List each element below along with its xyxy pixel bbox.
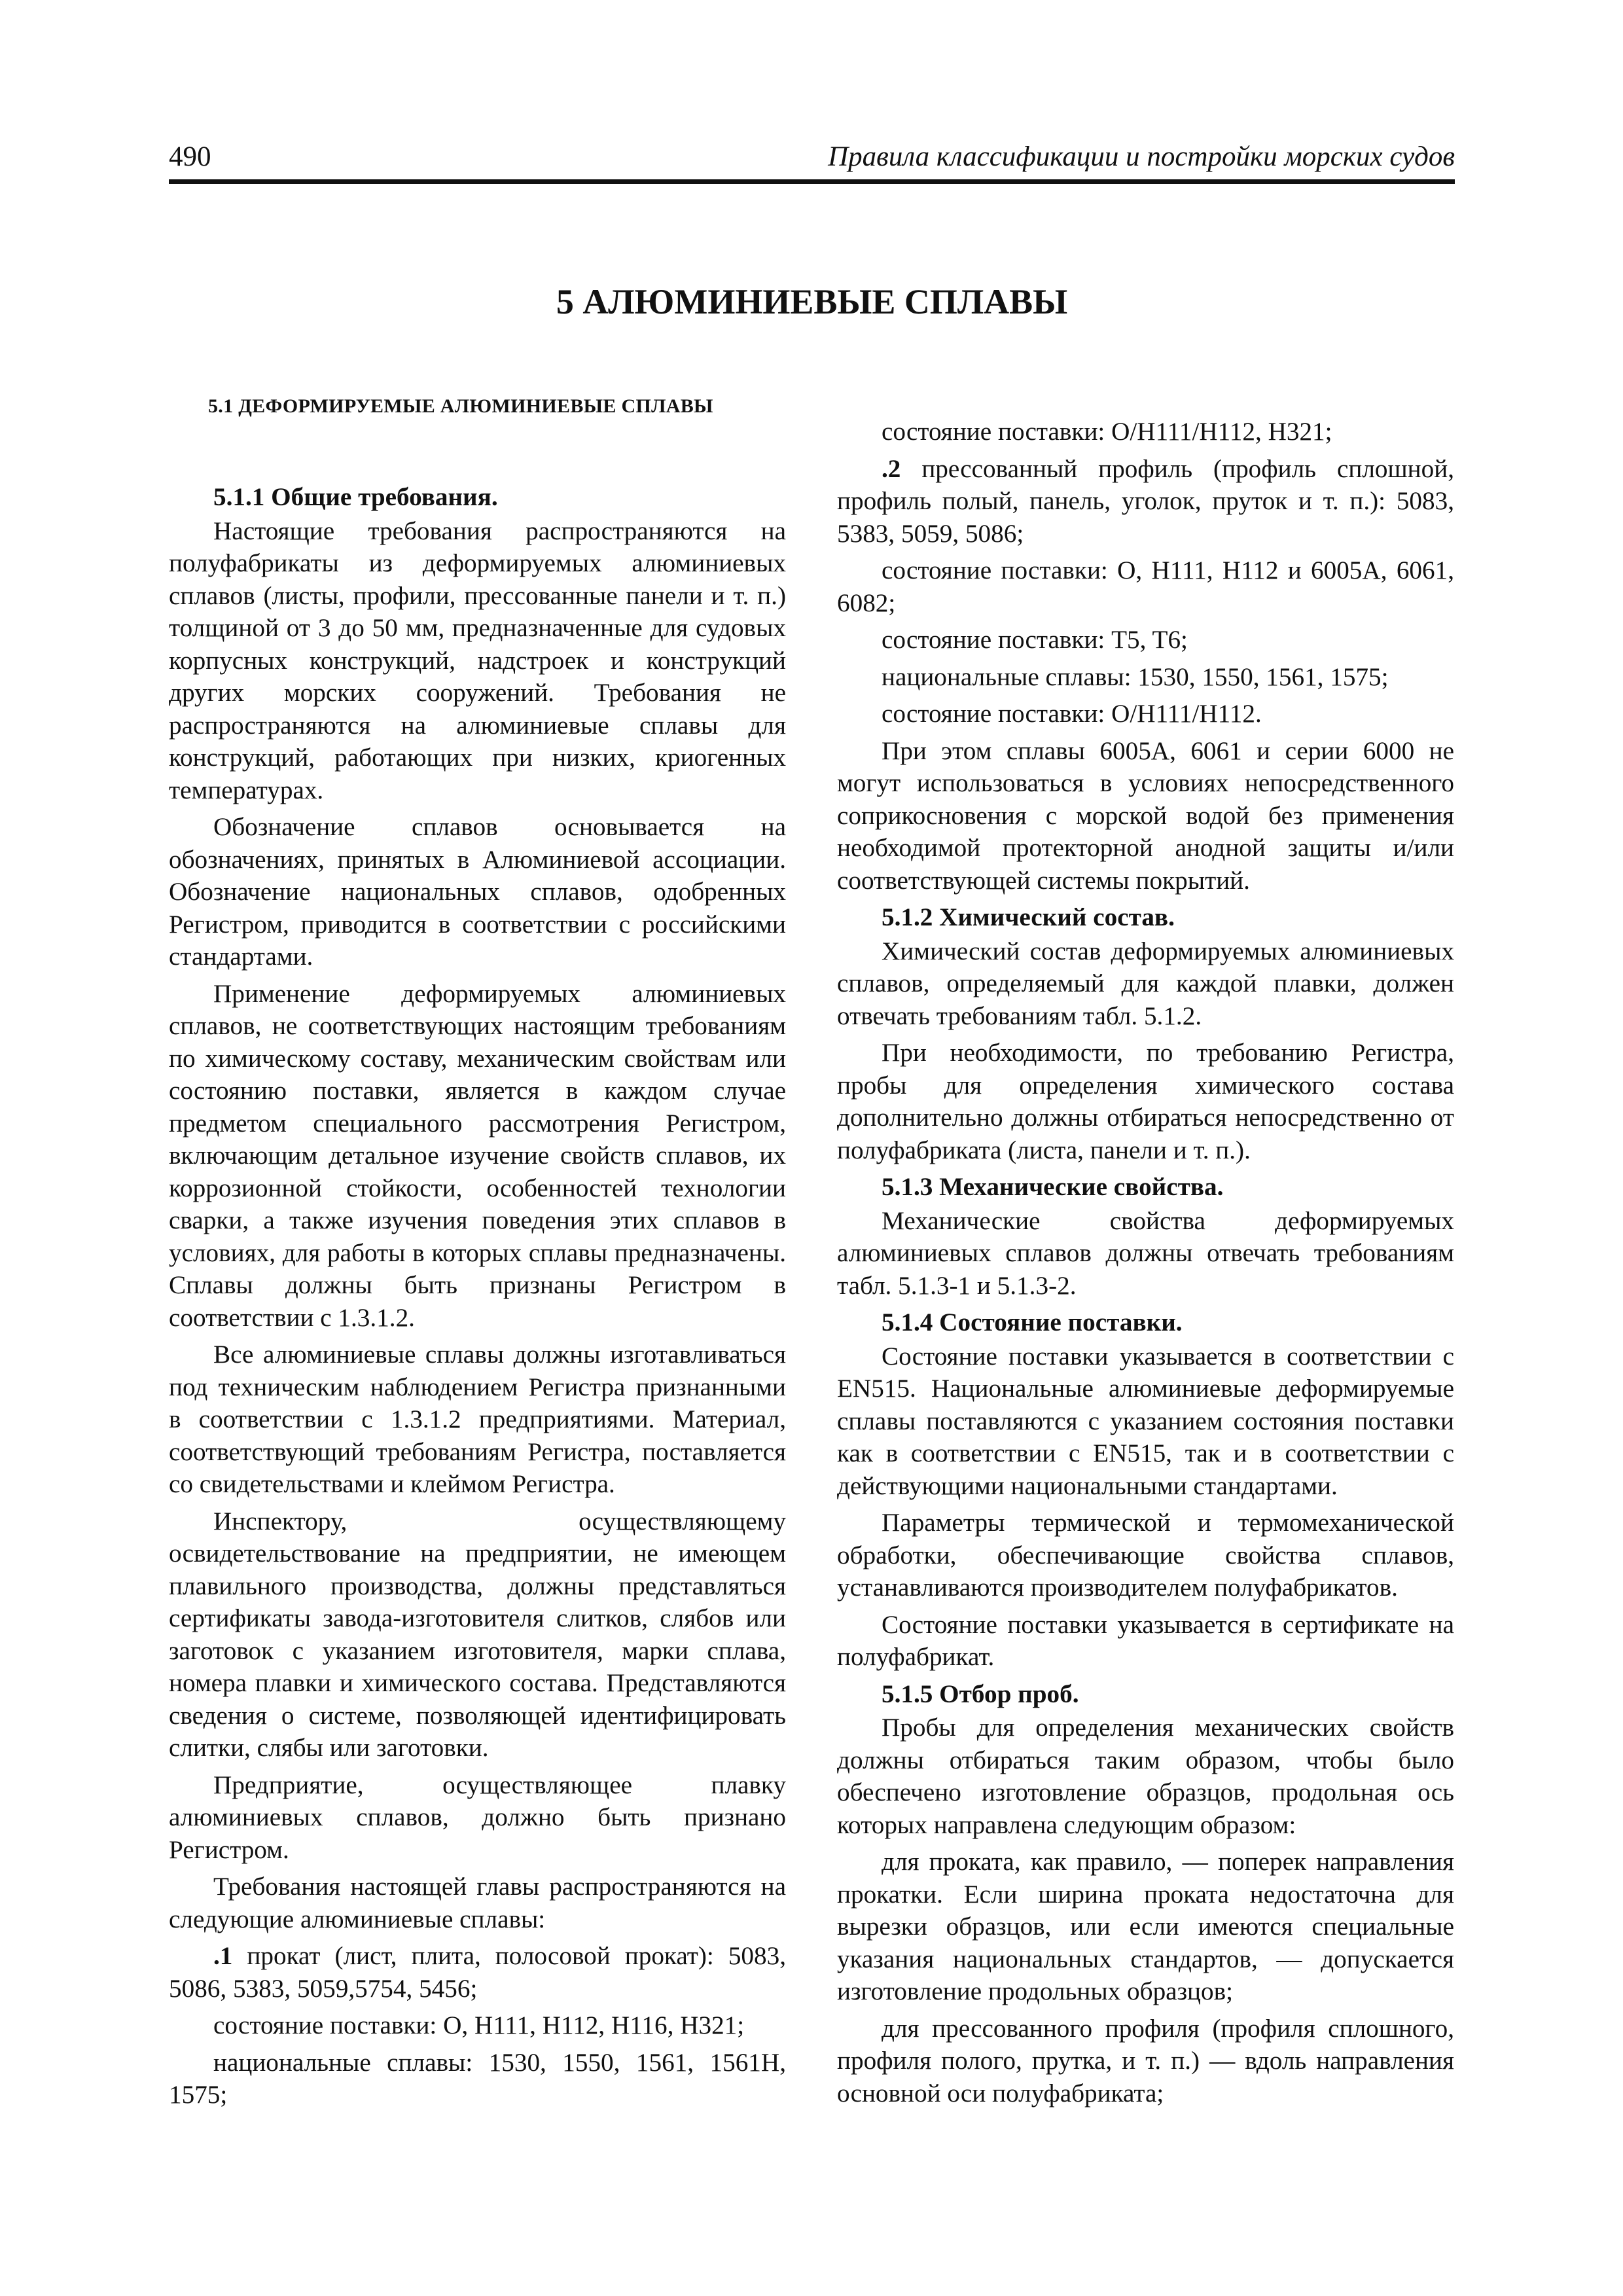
paragraph: Состояние поставки указывается в сертификате на полуфабрикат. (837, 1610, 1454, 1671)
heading-5-1-4: 5.1.4 Состояние поставки. (882, 1308, 1183, 1336)
paragraph: состояние поставки: O, H111, H112 и 6005A, 6061, 6082; (837, 556, 1454, 617)
paragraph: Механические свойства деформируемых алюминиевых сплавов должны отвечать требованиям табл. 5.1.3-1 и 5.1.3-2. (837, 1206, 1454, 1300)
left-column (169, 481, 786, 2116)
paragraph: При этом сплавы 6005A, 6061 и серии 6000 не могут использоваться в условиях непосредственного соприкосновения с морской водой без применения необходимой протекторной анодной защиты и/или соответствующей системы покрытий. (837, 736, 1454, 895)
paragraph: состояние поставки: T5, T6; (882, 626, 1188, 654)
list-item-1 (169, 1940, 786, 2005)
list-item-2 (837, 453, 1454, 550)
paragraph: состояние поставки: O, H111, H112, H116, H321; (213, 2011, 745, 2039)
paragraph: Обозначение сплавов основывается на обозначениях, принятых в Алюминиевой ассоциации. Обозначение национальных сплавов, одобренных Регистром, приводится в соответствии с российскими стандартами. (169, 813, 786, 971)
paragraph: Параметры термической и термомеханической обработки, обеспечивающие свойства сплавов, устанавливаются производителем полуфабрикатов. (837, 1509, 1454, 1602)
paragraph: состояние поставки: O/H111/H112, H321; (882, 418, 1332, 446)
running-title: Правила классификации и постройки морских судов (828, 141, 1455, 172)
section-title: 5.1 ДЕФОРМИРУЕМЫЕ АЛЮМИНИЕВЫЕ СПЛАВЫ (208, 395, 713, 417)
paragraph: Все алюминиевые сплавы должны изготавливаться под техническим наблюдением Регистра признанными в соответствии с 1.3.1.2 предприятиями. Материал, соответствующий требованиям Регистра, поставляется со свидетельствами и клеймом Регистра. (169, 1340, 786, 1498)
heading-5-1-2: 5.1.2 Химический состав. (882, 903, 1175, 931)
paragraph: Требования настоящей главы распространяются на следующие алюминиевые сплавы: (169, 1873, 786, 1933)
paragraph: Пробы для определения механических свойств должны отбираться таким образом, чтобы было обеспечено изготовление образцов, продольная ось которых направлена следующим образом: (837, 1713, 1454, 1839)
heading-5-1-3: 5.1.3 Механические свойства. (882, 1173, 1224, 1201)
paragraph: Настоящие требования распространяются на полуфабрикаты из деформируемых алюминиевых сплавов (листы, профили, прессованные панели и т. п.) толщиной от 3 до 50 мм, предназначенные для судовых корпусных конструкций, надстроек и конструкций других морских сооружений. Требования не распространяются на алюминиевые сплавы для конструкций, работающих при низких, криогенных температурах. (169, 516, 786, 804)
paragraph: Химический состав деформируемых алюминиевых сплавов, определяемый для каждой плавки, должен отвечать требованиям табл. 5.1.2. (837, 937, 1454, 1030)
page-header (169, 141, 1455, 184)
paragraph: национальные сплавы: 1530, 1550, 1561, 1561H, 1575; (169, 2048, 786, 2109)
list-item-number: .1 (213, 1942, 233, 1970)
page-number: 490 (169, 141, 211, 172)
paragraph: Применение деформируемых алюминиевых сплавов, не соответствующих настоящим требованиям по химическому составу, механическим свойствам или состоянию поставки, является в каждом случае предметом специального рассмотрения Регистром, включающим детальное изучение свойств сплавов, их коррозионной стойкости, особенностей технологии сварки, а также изучения поведения этих сплавов в условиях, для работы в которых сплавы предназначены. Сплавы должны быть признаны Регистром в соответствии с 1.3.1.2. (169, 979, 786, 1332)
paragraph: состояние поставки: O/H111/H112. (882, 700, 1262, 728)
paragraph: для проката, как правило, — поперек направления прокатки. Если ширина проката недостаточна для вырезки образцов, или если имеются специальные указания национальных стандартов, — допускается изготовление продольных образцов; (837, 1848, 1454, 2005)
list-item-text: прокат (лист, плита, полосовой прокат): 5083, 5086, 5383, 5059,5754, 5456; (169, 1942, 786, 2003)
list-item-text: прессованный профиль (профиль сплошной, профиль полый, панель, уголок, пруток и т. п.): 5083, 5383, 5059, 5086; (837, 454, 1454, 548)
paragraph: Инспектору, осуществляющему освидетельствование на предприятии, не имеющем плавильного производства, должны представляться сертификаты завода-изготовителя слитков, слябов или заготовок с указанием изготовителя, марки сплава, номера плавки и химического состава. Представляются сведения о системе, позволяющей идентифицировать слитки, слябы или заготовки. (169, 1507, 786, 1762)
paragraph: Предприятие, осуществляющее плавку алюминиевых сплавов, должно быть признано Регистром. (169, 1770, 786, 1864)
heading-5-1-1: 5.1.1 Общие требования. (213, 483, 498, 511)
heading-5-1-5: 5.1.5 Отбор проб. (882, 1679, 1079, 1708)
paragraph: национальные сплавы: 1530, 1550, 1561, 1575; (882, 662, 1389, 691)
list-item-number: .2 (882, 454, 901, 483)
paragraph: При необходимости, по требованию Регистра, пробы для определения химического состава дополнительно должны отбираться непосредственно от полуфабриката (листа, панели и т. п.). (837, 1039, 1454, 1164)
paragraph: для прессованного профиля (профиля сплошного, профиля полого, прутка, и т. п.) — вдоль направления основной оси полуфабриката; (837, 2014, 1454, 2108)
chapter-title: 5 АЛЮМИНИЕВЫЕ СПЛАВЫ (556, 282, 1068, 321)
right-column (837, 416, 1454, 2114)
paragraph: Состояние поставки указывается в соответствии с EN515. Национальные алюминиевые деформируемые сплавы поставляются с указанием состояния поставки как в соответствии с EN515, так и в соответствии с действующими национальными стандартами. (837, 1342, 1454, 1500)
